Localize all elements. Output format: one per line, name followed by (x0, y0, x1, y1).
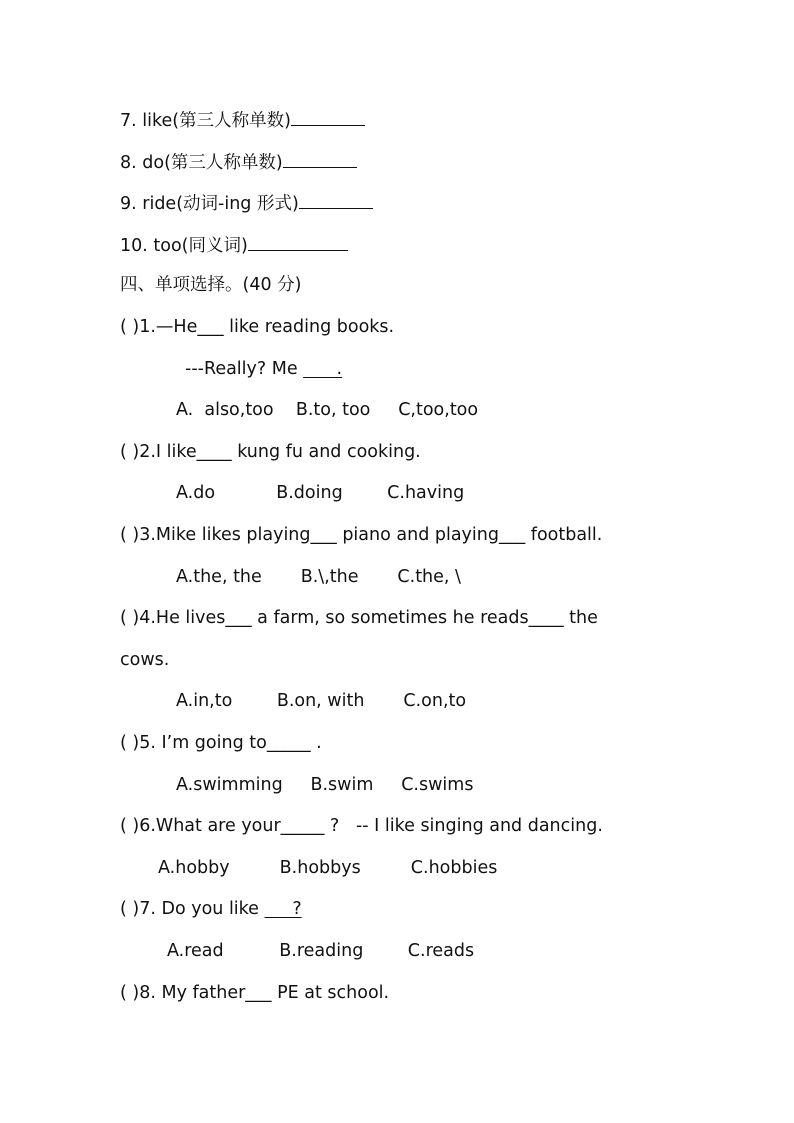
vocab-item-8: 8. do(第三人称单数) (120, 149, 357, 173)
vocab-item-9: 9. ride(动词-ing 形式) (120, 190, 373, 214)
question-7-stem: ( )7. Do you like ? (120, 899, 302, 919)
answer-blank[interactable] (283, 149, 357, 168)
question-8-stem: ( )8. My father___ PE at school. (120, 983, 390, 1003)
vocab-item-10: 10. too(同义词) (120, 232, 348, 256)
question-2-stem: ( )2.I like____ kung fu and cooking. (120, 442, 421, 462)
answer-blank[interactable] (299, 190, 373, 209)
answer-blank[interactable]: . (303, 359, 343, 379)
question-1-reply: ---Really? Me . (185, 359, 343, 379)
question-4-stem-continued: cows. (120, 650, 170, 670)
question-6-stem: ( )6.What are your_____ ? -- I like singing and dancing. (120, 816, 603, 836)
question-4-stem: ( )4.He lives___ a farm, so sometimes he reads____ the (120, 608, 598, 628)
question-1-stem: ( )1.—He___ like reading books. (120, 317, 395, 337)
question-1-options: A. also,too B.to, too C,too,too (176, 400, 479, 420)
answer-blank[interactable] (291, 107, 365, 126)
question-4-options: A.in,to B.on, with C.on,to (176, 691, 467, 711)
question-3-options: A.the, the B.\,the C.the, \ (176, 567, 461, 587)
question-5-stem: ( )5. I’m going to_____ . (120, 733, 322, 753)
question-7-options: A.read B.reading C.reads (167, 941, 475, 961)
question-2-options: A.do B.doing C.having (176, 483, 465, 503)
answer-blank[interactable] (248, 232, 348, 251)
answer-blank[interactable]: ? (264, 899, 302, 919)
vocab-item-7: 7. like(第三人称单数) (120, 107, 365, 131)
question-5-options: A.swimming B.swim C.swims (176, 775, 474, 795)
question-6-options: A.hobby B.hobbys C.hobbies (158, 858, 498, 878)
section-title: 四、单项选择。(40 分) (120, 275, 302, 295)
question-3-stem: ( )3.Mike likes playing___ piano and playing___ football. (120, 525, 603, 545)
